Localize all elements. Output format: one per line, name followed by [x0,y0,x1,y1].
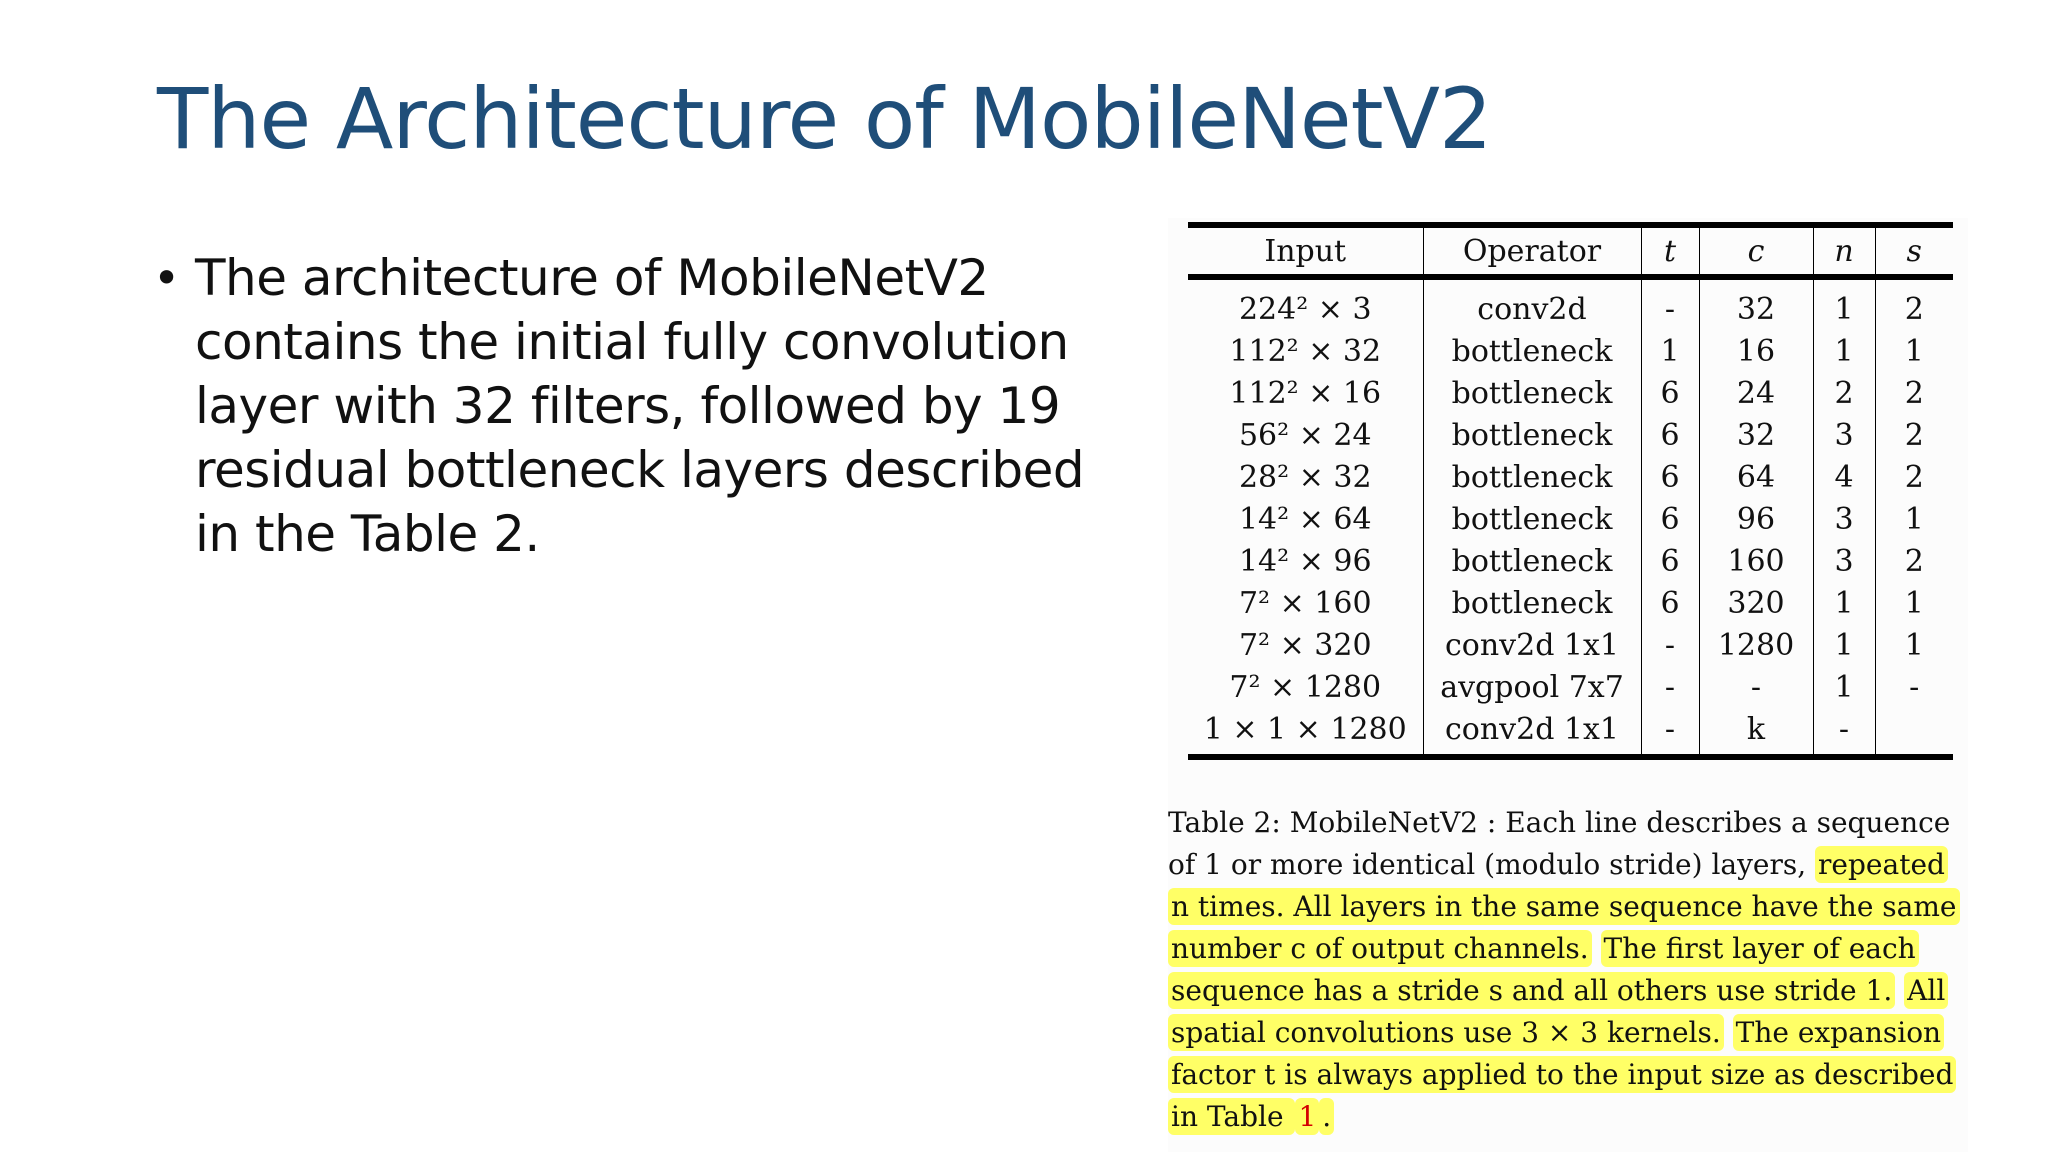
cell-t: 6 [1641,456,1699,498]
table-row [1188,582,1953,624]
cell-input: 14² × 96 [1188,540,1423,582]
cell-c: k [1699,708,1813,757]
cell-s: 1 [1904,585,1924,621]
highlighted-text: number c of output channels. [1168,930,1592,967]
cell-n: 1 [1813,277,1875,330]
cell-operator: avgpool 7x7 [1423,666,1641,708]
paper-figure [1168,218,1968,1152]
table-row [1188,708,1953,757]
table-row [1188,330,1953,372]
cell-t: - [1641,277,1699,330]
highlighted-text: sequence has a stride s and all others use stride 1. [1168,972,1895,1009]
caption-line [1168,886,1958,928]
cell-s: 2 [1904,291,1924,327]
cell-s: 2 [1904,375,1924,411]
cell-c: 32 [1699,277,1813,330]
cell-input: 112² × 32 [1188,330,1423,372]
cell-s: 2 [1904,459,1924,495]
table-row [1188,666,1953,708]
highlighted-text: n times. All layers in the same sequence have the same [1168,888,1960,925]
header-input: Input [1188,225,1423,277]
cell-n: 2 [1813,372,1875,414]
highlighted-text: repeated [1815,846,1948,883]
cell-input: 14² × 64 [1188,498,1423,540]
cell-t: - [1641,708,1699,757]
cell-t: 6 [1641,414,1699,456]
cell-operator: bottleneck [1423,372,1641,414]
cell-n: 4 [1813,456,1875,498]
cell-n: - [1813,708,1875,757]
caption-line [1168,970,1958,1012]
caption-line [1168,802,1958,844]
bullet-item [153,246,1143,566]
highlighted-text: . [1319,1098,1334,1135]
caption-line [1168,1012,1958,1054]
cell-c: 160 [1699,540,1813,582]
cell-input: 224² × 3 [1188,277,1423,330]
cell-c: 1280 [1699,624,1813,666]
cell-s: - [1909,669,1920,705]
header-operator: Operator [1423,225,1641,277]
cell-t: 6 [1641,372,1699,414]
table-body [1188,277,1953,757]
cell-n: 3 [1813,414,1875,456]
cell-s: 1 [1904,627,1924,663]
cell-t: - [1641,624,1699,666]
table-header-row [1188,225,1953,277]
header-c: c [1699,225,1813,277]
table-row [1188,540,1953,582]
highlighted-text: The expansion [1733,1014,1944,1051]
cell-c: 24 [1699,372,1813,414]
cell-input: 7² × 160 [1188,582,1423,624]
cell-input: 1 × 1 × 1280 [1188,708,1423,757]
cell-s: 1 [1904,333,1924,369]
cell-operator: conv2d 1x1 [1423,624,1641,666]
cell-c: 32 [1699,414,1813,456]
cell-c: 64 [1699,456,1813,498]
header-t: t [1641,225,1699,277]
caption-text [1895,974,1904,1007]
cell-operator: bottleneck [1423,540,1641,582]
cell-n: 3 [1813,540,1875,582]
caption-text [1592,932,1601,965]
cell-c: 320 [1699,582,1813,624]
cell-operator: bottleneck [1423,330,1641,372]
cell-t: 6 [1641,540,1699,582]
caption-line [1168,928,1958,970]
cell-operator: bottleneck [1423,582,1641,624]
highlighted-text: The first layer of each [1601,930,1919,967]
header-s: s [1906,233,1922,269]
cell-input: 7² × 1280 [1188,666,1423,708]
cell-t: 6 [1641,582,1699,624]
table-row [1188,624,1953,666]
cell-operator: conv2d [1423,277,1641,330]
table-row [1188,456,1953,498]
caption-text: Table 2: MobileNetV2 : Each line describes a sequence [1168,806,1951,839]
caption-line [1168,1096,1958,1138]
bullet-text: The architecture of MobileNetV2 contains the initial fully convolution layer with 32 filters, followed by 19 residual bottleneck layers described in the Table 2. [195,249,1085,563]
cell-operator: bottleneck [1423,456,1641,498]
table-row [1188,372,1953,414]
cell-n: 1 [1813,666,1875,708]
cell-operator: conv2d 1x1 [1423,708,1641,757]
slide-title: The Architecture of MobileNetV2 [157,70,1492,168]
bullet-dot-icon: • [153,251,181,305]
cell-n: 3 [1813,498,1875,540]
cell-input: 112² × 16 [1188,372,1423,414]
cell-operator: bottleneck [1423,414,1641,456]
cell-c: 96 [1699,498,1813,540]
table-reference-link[interactable]: 1 [1295,1098,1319,1135]
highlighted-text: factor t is always applied to the input size as described [1168,1056,1956,1093]
cell-operator: bottleneck [1423,498,1641,540]
cell-input: 28² × 32 [1188,456,1423,498]
table-row [1188,277,1953,330]
highlighted-text: in Table [1168,1098,1295,1135]
cell-s [1875,708,1953,757]
cell-t: 1 [1641,330,1699,372]
cell-n: 1 [1813,624,1875,666]
caption-text [1724,1016,1733,1049]
cell-n: 1 [1813,330,1875,372]
table-caption [1168,802,1958,1138]
cell-n: 1 [1813,582,1875,624]
highlighted-text: All [1904,972,1948,1009]
cell-c: 16 [1699,330,1813,372]
highlighted-text: spatial convolutions use 3 × 3 kernels. [1168,1014,1724,1051]
cell-c: - [1699,666,1813,708]
table-row [1188,414,1953,456]
header-n: n [1813,225,1875,277]
architecture-table-wrap [1188,222,1953,760]
cell-input: 56² × 24 [1188,414,1423,456]
cell-input: 7² × 320 [1188,624,1423,666]
caption-text: of 1 or more identical (modulo stride) layers, [1168,848,1816,881]
table-row [1188,498,1953,540]
cell-t: - [1641,666,1699,708]
cell-s: 1 [1904,501,1924,537]
cell-s: 2 [1904,417,1924,453]
cell-t: 6 [1641,498,1699,540]
architecture-table [1188,222,1953,760]
caption-line [1168,1054,1958,1096]
caption-line [1168,844,1958,886]
cell-s: 2 [1904,543,1924,579]
